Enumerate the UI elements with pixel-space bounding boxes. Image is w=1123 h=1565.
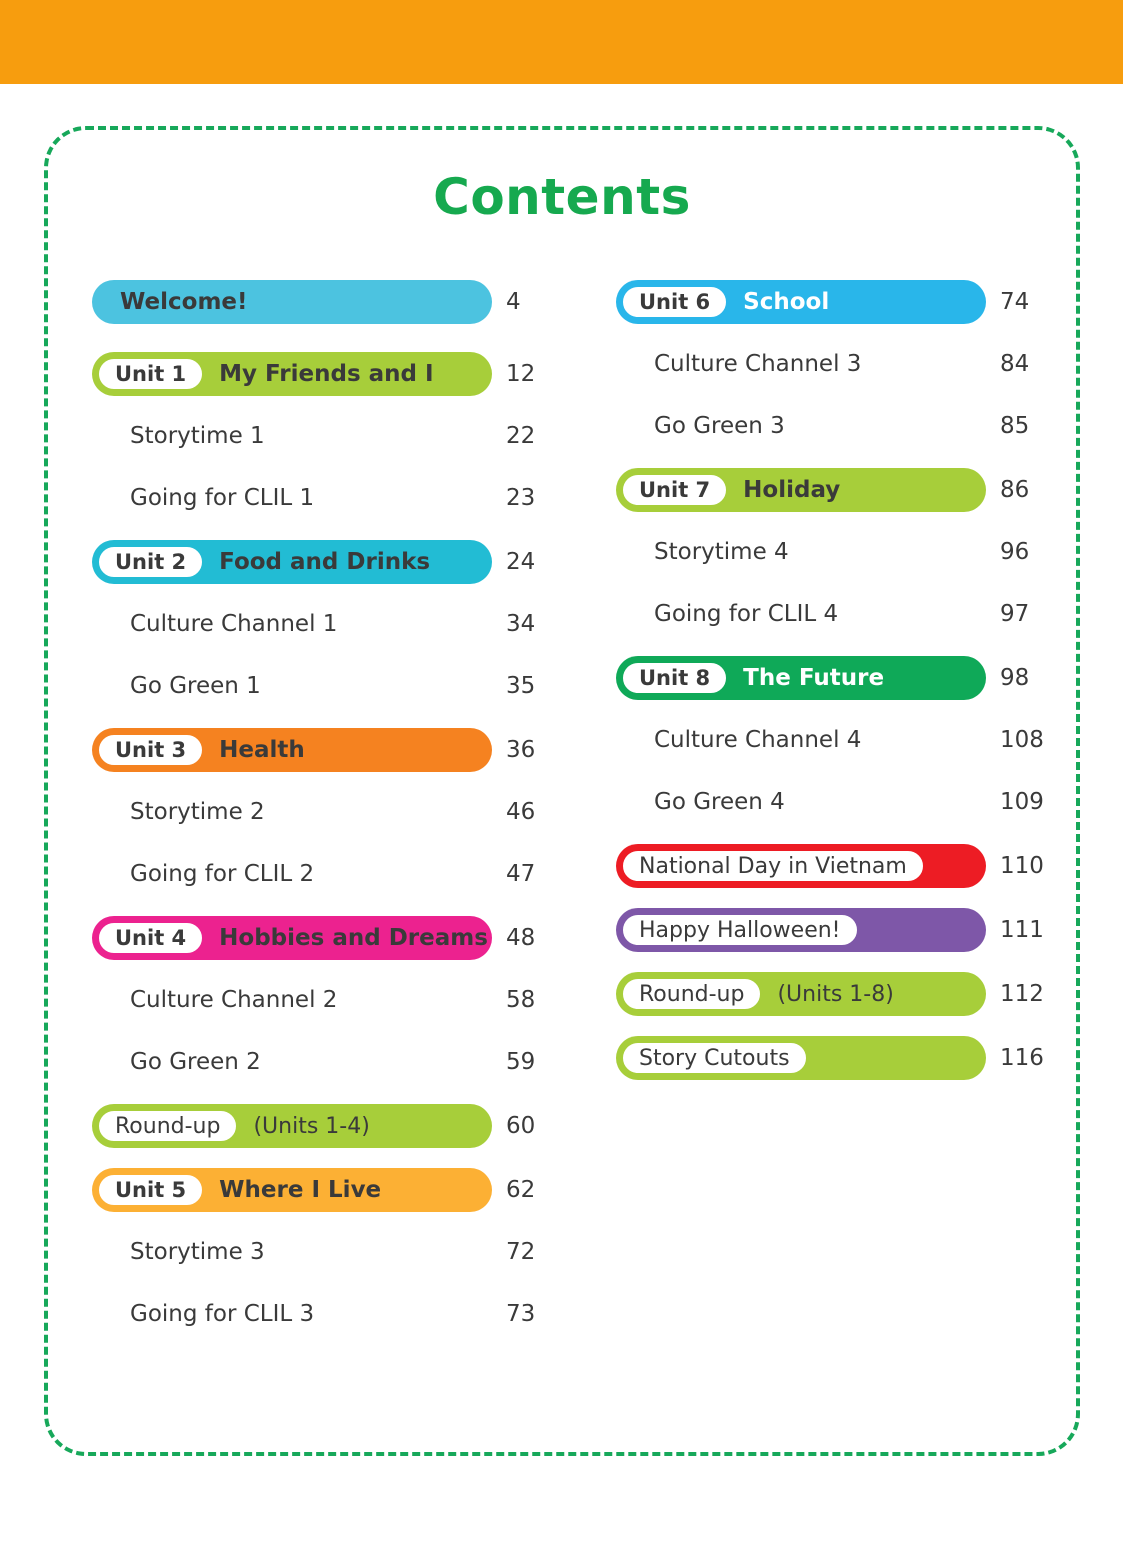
contents-column-left xyxy=(92,280,554,1356)
subentry-page-number: 22 xyxy=(506,423,536,449)
subentry-page-number: 47 xyxy=(506,861,536,887)
subentry-label: Culture Channel 1 xyxy=(130,611,338,637)
contents-entry[interactable] xyxy=(92,280,554,324)
contents-page-frame xyxy=(44,126,1080,1456)
entry-page-number: 48 xyxy=(506,925,536,951)
entry-page-number: 112 xyxy=(1000,981,1044,1007)
entry-banner[interactable] xyxy=(616,972,986,1016)
contents-entry[interactable] xyxy=(92,916,554,960)
contents-subentry[interactable] xyxy=(616,532,1048,572)
entry-page-number: 74 xyxy=(1000,289,1030,315)
entry-page-number: 86 xyxy=(1000,477,1030,503)
contents-entry[interactable] xyxy=(616,844,1048,888)
subentry-label: Go Green 1 xyxy=(130,673,261,699)
subentry-label: Go Green 4 xyxy=(654,789,785,815)
contents-subentry[interactable] xyxy=(92,980,554,1020)
contents-subentry[interactable] xyxy=(92,478,554,518)
contents-subentry[interactable] xyxy=(616,344,1048,384)
contents-subentry[interactable] xyxy=(92,416,554,456)
subentry-label: Culture Channel 2 xyxy=(130,987,338,1013)
entry-banner[interactable] xyxy=(92,916,492,960)
entry-label: The Future xyxy=(743,665,885,691)
entry-chip: Unit 8 xyxy=(620,660,729,696)
subentry-page-number: 59 xyxy=(506,1049,536,1075)
subentry-label: Culture Channel 4 xyxy=(654,727,862,753)
subentry-page-number: 35 xyxy=(506,673,536,699)
subentry-label: Storytime 2 xyxy=(130,799,265,825)
entry-banner[interactable] xyxy=(92,1104,492,1148)
entry-chip: Unit 3 xyxy=(96,732,205,768)
entry-banner[interactable] xyxy=(92,280,492,324)
entry-label: Welcome! xyxy=(120,289,248,315)
subentry-page-number: 58 xyxy=(506,987,536,1013)
contents-entry[interactable] xyxy=(616,280,1048,324)
entry-page-number: 24 xyxy=(506,549,536,575)
contents-subentry[interactable] xyxy=(92,1042,554,1082)
contents-subentry[interactable] xyxy=(616,406,1048,446)
subentry-label: Going for CLIL 3 xyxy=(130,1301,315,1327)
subentry-page-number: 46 xyxy=(506,799,536,825)
contents-entry[interactable] xyxy=(92,540,554,584)
entry-label: School xyxy=(743,289,830,315)
entry-banner[interactable] xyxy=(616,1036,986,1080)
subentry-page-number: 84 xyxy=(1000,351,1030,377)
subentry-page-number: 85 xyxy=(1000,413,1030,439)
entry-label: Where I Live xyxy=(219,1177,382,1203)
entry-chip: Unit 7 xyxy=(620,472,729,508)
contents-entry[interactable] xyxy=(616,908,1048,952)
subentry-label: Go Green 2 xyxy=(130,1049,261,1075)
subentry-page-number: 97 xyxy=(1000,601,1030,627)
entry-label: My Friends and I xyxy=(219,361,434,387)
contents-subentry[interactable] xyxy=(92,666,554,706)
entry-banner[interactable] xyxy=(616,908,986,952)
subentry-page-number: 34 xyxy=(506,611,536,637)
subentry-label: Storytime 4 xyxy=(654,539,789,565)
subentry-label: Going for CLIL 4 xyxy=(654,601,839,627)
entry-chip: Unit 5 xyxy=(96,1172,205,1208)
entry-banner[interactable] xyxy=(616,280,986,324)
subentry-page-number: 73 xyxy=(506,1301,536,1327)
entry-chip: Round-up xyxy=(620,976,763,1012)
entry-banner[interactable] xyxy=(92,1168,492,1212)
contents-entry[interactable] xyxy=(616,656,1048,700)
entry-page-number: 110 xyxy=(1000,853,1044,879)
entry-page-number: 98 xyxy=(1000,665,1030,691)
contents-column-right xyxy=(616,280,1048,1100)
entry-page-number: 62 xyxy=(506,1177,536,1203)
subentry-page-number: 72 xyxy=(506,1239,536,1265)
contents-entry[interactable] xyxy=(92,352,554,396)
entry-chip: National Day in Vietnam xyxy=(620,848,926,884)
entry-chip: Unit 1 xyxy=(96,356,205,392)
entry-label: (Units 1-8) xyxy=(777,981,894,1007)
entry-label: Health xyxy=(219,737,305,763)
subentry-label: Storytime 1 xyxy=(130,423,265,449)
entry-label: Hobbies and Dreams xyxy=(219,925,488,951)
contents-entry[interactable] xyxy=(92,1104,554,1148)
contents-subentry[interactable] xyxy=(92,604,554,644)
spacer xyxy=(92,344,554,352)
contents-entry[interactable] xyxy=(616,468,1048,512)
entry-page-number: 12 xyxy=(506,361,536,387)
entry-chip: Story Cutouts xyxy=(620,1040,809,1076)
entry-banner[interactable] xyxy=(92,540,492,584)
subentry-label: Storytime 3 xyxy=(130,1239,265,1265)
entry-page-number: 36 xyxy=(506,737,536,763)
contents-subentry[interactable] xyxy=(92,1232,554,1272)
entry-label: Holiday xyxy=(743,477,841,503)
entry-chip: Round-up xyxy=(96,1108,239,1144)
contents-subentry[interactable] xyxy=(92,1294,554,1334)
entry-banner[interactable] xyxy=(616,844,986,888)
contents-subentry[interactable] xyxy=(616,594,1048,634)
page-title: Contents xyxy=(433,168,691,226)
subentry-page-number: 108 xyxy=(1000,727,1044,753)
entry-banner[interactable] xyxy=(92,728,492,772)
contents-subentry[interactable] xyxy=(92,854,554,894)
subentry-label: Culture Channel 3 xyxy=(654,351,862,377)
entry-label: Food and Drinks xyxy=(219,549,431,575)
entry-banner[interactable] xyxy=(616,468,986,512)
entry-chip: Unit 4 xyxy=(96,920,205,956)
contents-subentry[interactable] xyxy=(616,782,1048,822)
entry-chip: Unit 6 xyxy=(620,284,729,320)
entry-chip: Happy Halloween! xyxy=(620,912,860,948)
contents-entry[interactable] xyxy=(92,1168,554,1212)
contents-entry[interactable] xyxy=(616,1036,1048,1080)
contents-subentry[interactable] xyxy=(92,792,554,832)
entry-banner[interactable] xyxy=(92,352,492,396)
contents-entry[interactable] xyxy=(92,728,554,772)
entry-banner[interactable] xyxy=(616,656,986,700)
contents-subentry[interactable] xyxy=(616,720,1048,760)
entry-page-number: 111 xyxy=(1000,917,1044,943)
entry-chip: Unit 2 xyxy=(96,544,205,580)
subentry-page-number: 109 xyxy=(1000,789,1044,815)
entry-page-number: 116 xyxy=(1000,1045,1044,1071)
subentry-label: Go Green 3 xyxy=(654,413,785,439)
entry-page-number: 4 xyxy=(506,289,521,315)
entry-label: (Units 1-4) xyxy=(253,1113,370,1139)
contents-entry[interactable] xyxy=(616,972,1048,1016)
top-color-band xyxy=(0,0,1123,84)
subentry-label: Going for CLIL 2 xyxy=(130,861,315,887)
subentry-page-number: 23 xyxy=(506,485,536,511)
entry-page-number: 60 xyxy=(506,1113,536,1139)
subentry-page-number: 96 xyxy=(1000,539,1030,565)
subentry-label: Going for CLIL 1 xyxy=(130,485,315,511)
